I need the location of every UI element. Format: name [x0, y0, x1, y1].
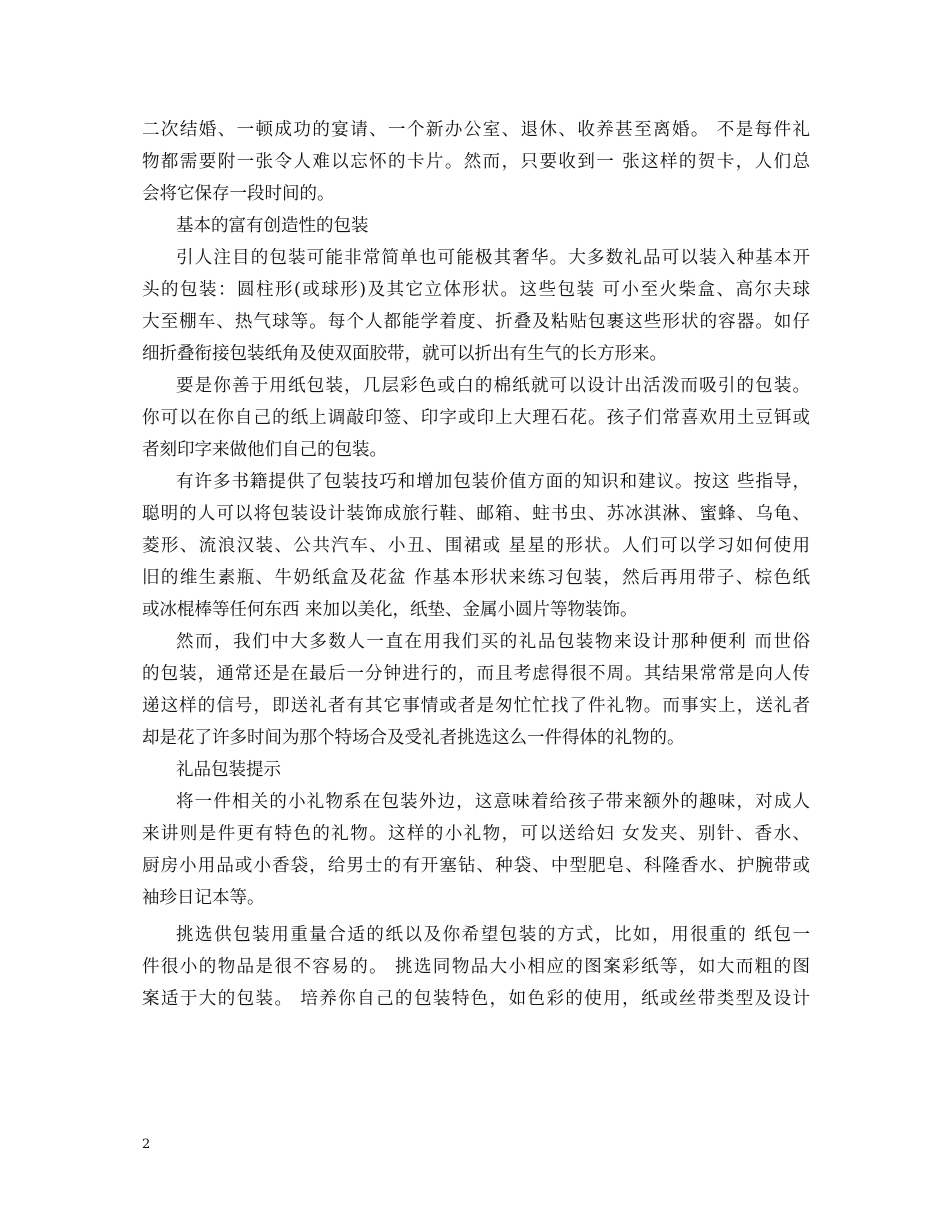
text-line: 然而，我们中大多数人一直在用我们买的礼品包装物来设计那种便利 而世俗 [176, 632, 810, 652]
section-heading: 基本的富有创造性的包装 [176, 216, 369, 236]
text-line: 袖珍日记本等。 [142, 888, 265, 908]
text-line: 大至棚车、热气球等。每个人都能学着度、折叠及粘贴包裹这些形状的容器。如仔 [142, 312, 810, 332]
text-line: 挑选供包装用重量合适的纸以及你希望包装的方式，比如，用很重的 纸包一 [176, 925, 810, 945]
text-line: 将一件相关的小礼物系在包装外边，这意味着给孩子带来额外的趣味，对成人 [176, 792, 810, 812]
text-line: 者刻印字来做他们自己的包装。 [142, 440, 387, 460]
text-line: 的包装，通常还是在最后一分钟进行的，而且考虑得很不周。其结果常常是向人传 [142, 664, 810, 684]
text-line: 细折叠衔接包装纸角及使双面胶带，就可以折出有生气的长方形来。 [142, 344, 667, 364]
text-line: 来讲则是件更有特色的礼物。这样的小礼物，可以送给妇 女发夹、别针、香水、 [142, 824, 810, 844]
text-line: 却是花了许多时间为那个特场合及受礼者挑选这么一件得体的礼物的。 [142, 728, 685, 748]
text-line: 厨房小用品或小香袋，给男士的有开塞钻、种袋、中型肥皂、科隆香水、护腕带或 [142, 856, 810, 876]
text-line: 案适于大的包装。 培养你自己的包装特色，如色彩的使用，纸或丝带类型及设计 [142, 989, 810, 1009]
text-line: 件很小的物品是很不容易的。 挑选同物品大小相应的图案彩纸等，如大而粗的图 [142, 957, 810, 977]
page-number: 2 [142, 1137, 151, 1152]
text-line: 会将它保存一段时间的。 [142, 184, 335, 204]
text-line: 有许多书籍提供了包装技巧和增加包装价值方面的知识和建议。按这 些指导， [176, 472, 810, 492]
body-text [142, 114, 810, 1015]
text-line: 递这样的信号，即送礼者有其它事情或者是匆忙忙找了件礼物。而事实上，送礼者 [142, 696, 810, 716]
text-line: 旧的维生素瓶、牛奶纸盒及花盆 作基本形状来练习包装，然后再用带子、棕色纸 [142, 568, 810, 588]
text-line: 头的包装：圆柱形(或球形)及其它立体形状。这些包装 可小至火柴盒、高尔夫球 [142, 280, 810, 300]
text-line: 菱形、流浪汉装、公共汽车、小丑、围裙或 星星的形状。人们可以学习如何使用 [142, 536, 810, 556]
text-line: 或冰棍棒等任何东西 来加以美化，纸垫、金属小圆片等物装饰。 [142, 600, 638, 620]
text-line: 要是你善于用纸包装，几层彩色或白的棉纸就可以设计出活泼而吸引的包装。 [176, 376, 810, 396]
text-line: 你可以在你自己的纸上调敲印签、印字或印上大理石花。孩子们常喜欢用土豆铒或 [142, 408, 810, 428]
text-line: 物都需要附一张令人难以忘怀的卡片。然而，只要收到一 张这样的贺卡，人们总 [142, 152, 810, 172]
text-line: 聪明的人可以将包装设计装饰成旅行鞋、邮箱、蛀书虫、苏冰淇淋、蜜蜂、乌龟、 [142, 504, 810, 524]
section-heading: 礼品包装提示 [176, 760, 281, 780]
text-line: 二次结婚、一顿成功的宴请、一个新办公室、退休、收养甚至离婚。 不是每件礼 [142, 120, 810, 140]
text-line: 引人注目的包装可能非常简单也可能极其奢华。大多数礼品可以装入种基本开 [176, 248, 810, 268]
